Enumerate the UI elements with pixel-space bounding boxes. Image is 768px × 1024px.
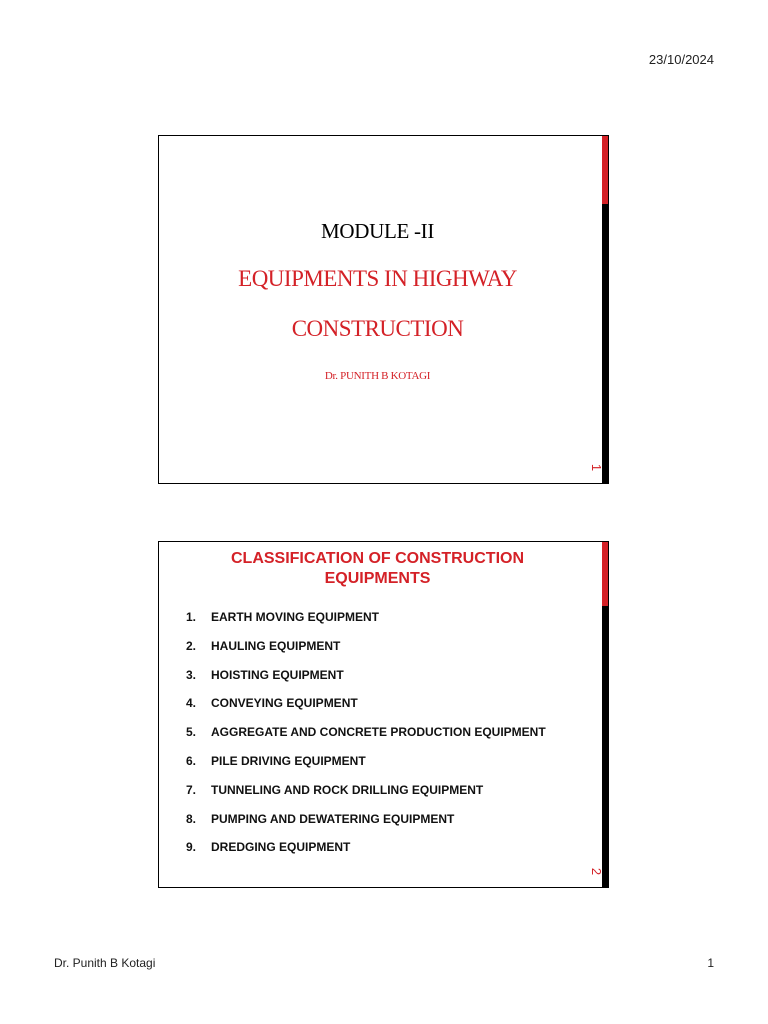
list-item (186, 725, 546, 754)
slide-author: Dr. PUNITH B KOTAGI (324, 370, 431, 382)
list-item-label: TUNNELING AND ROCK DRILLING EQUIPMENT (211, 782, 484, 797)
list-item (186, 840, 546, 869)
list-item (186, 610, 546, 639)
list-item-number: 2. (186, 638, 197, 653)
list-item-number: 6. (186, 753, 197, 768)
list-item-number: 7. (186, 782, 197, 797)
slide-side-bar (602, 542, 608, 887)
list-item-label: HOISTING EQUIPMENT (211, 667, 344, 682)
list-item-number: 5. (186, 725, 197, 740)
list-item-label: DREDGING EQUIPMENT (211, 840, 351, 855)
slide-1-title-block (159, 218, 596, 382)
list-item-label: AGGREGATE AND CONCRETE PRODUCTION EQUIPMENT (211, 725, 546, 740)
slide-2-title-line-2: EQUIPMENTS (324, 570, 431, 587)
list-item-label: HAULING EQUIPMENT (211, 638, 341, 653)
slide-2-title (159, 549, 596, 589)
slide-side-bar (602, 136, 608, 483)
slide-side-bar-accent (602, 136, 608, 204)
module-title: MODULE -II (320, 219, 435, 243)
slide-side-bar-accent (602, 542, 608, 606)
page-date: 23/10/2024 (648, 52, 714, 67)
slide-2-title-line-1: CLASSIFICATION OF CONSTRUCTION (230, 550, 525, 567)
list-item (186, 668, 546, 697)
list-item-label: CONVEYING EQUIPMENT (211, 696, 358, 711)
equipment-list (186, 610, 546, 869)
list-item (186, 639, 546, 668)
list-item (186, 696, 546, 725)
list-item-number: 3. (186, 667, 197, 682)
list-item (186, 812, 546, 841)
list-item (186, 754, 546, 783)
footer-author: Dr. Punith B Kotagi (54, 956, 156, 970)
list-item-number: 8. (186, 811, 197, 826)
slide-title-line-2: CONSTRUCTION (291, 316, 464, 341)
slide-number: 1 (588, 463, 604, 472)
list-item-number: 9. (186, 840, 197, 855)
slide-2 (158, 541, 609, 888)
slide-1 (158, 135, 609, 484)
footer-page-number: 1 (707, 956, 714, 970)
list-item-number: 1. (186, 610, 197, 624)
list-item-label: EARTH MOVING EQUIPMENT (211, 610, 380, 624)
list-item-label: PILE DRIVING EQUIPMENT (211, 753, 366, 768)
slide-number: 2 (588, 867, 604, 876)
slide-title-line-1: EQUIPMENTS IN HIGHWAY (238, 266, 517, 291)
list-item-label: PUMPING AND DEWATERING EQUIPMENT (211, 811, 455, 826)
list-item-number: 4. (186, 696, 197, 711)
list-item (186, 783, 546, 812)
